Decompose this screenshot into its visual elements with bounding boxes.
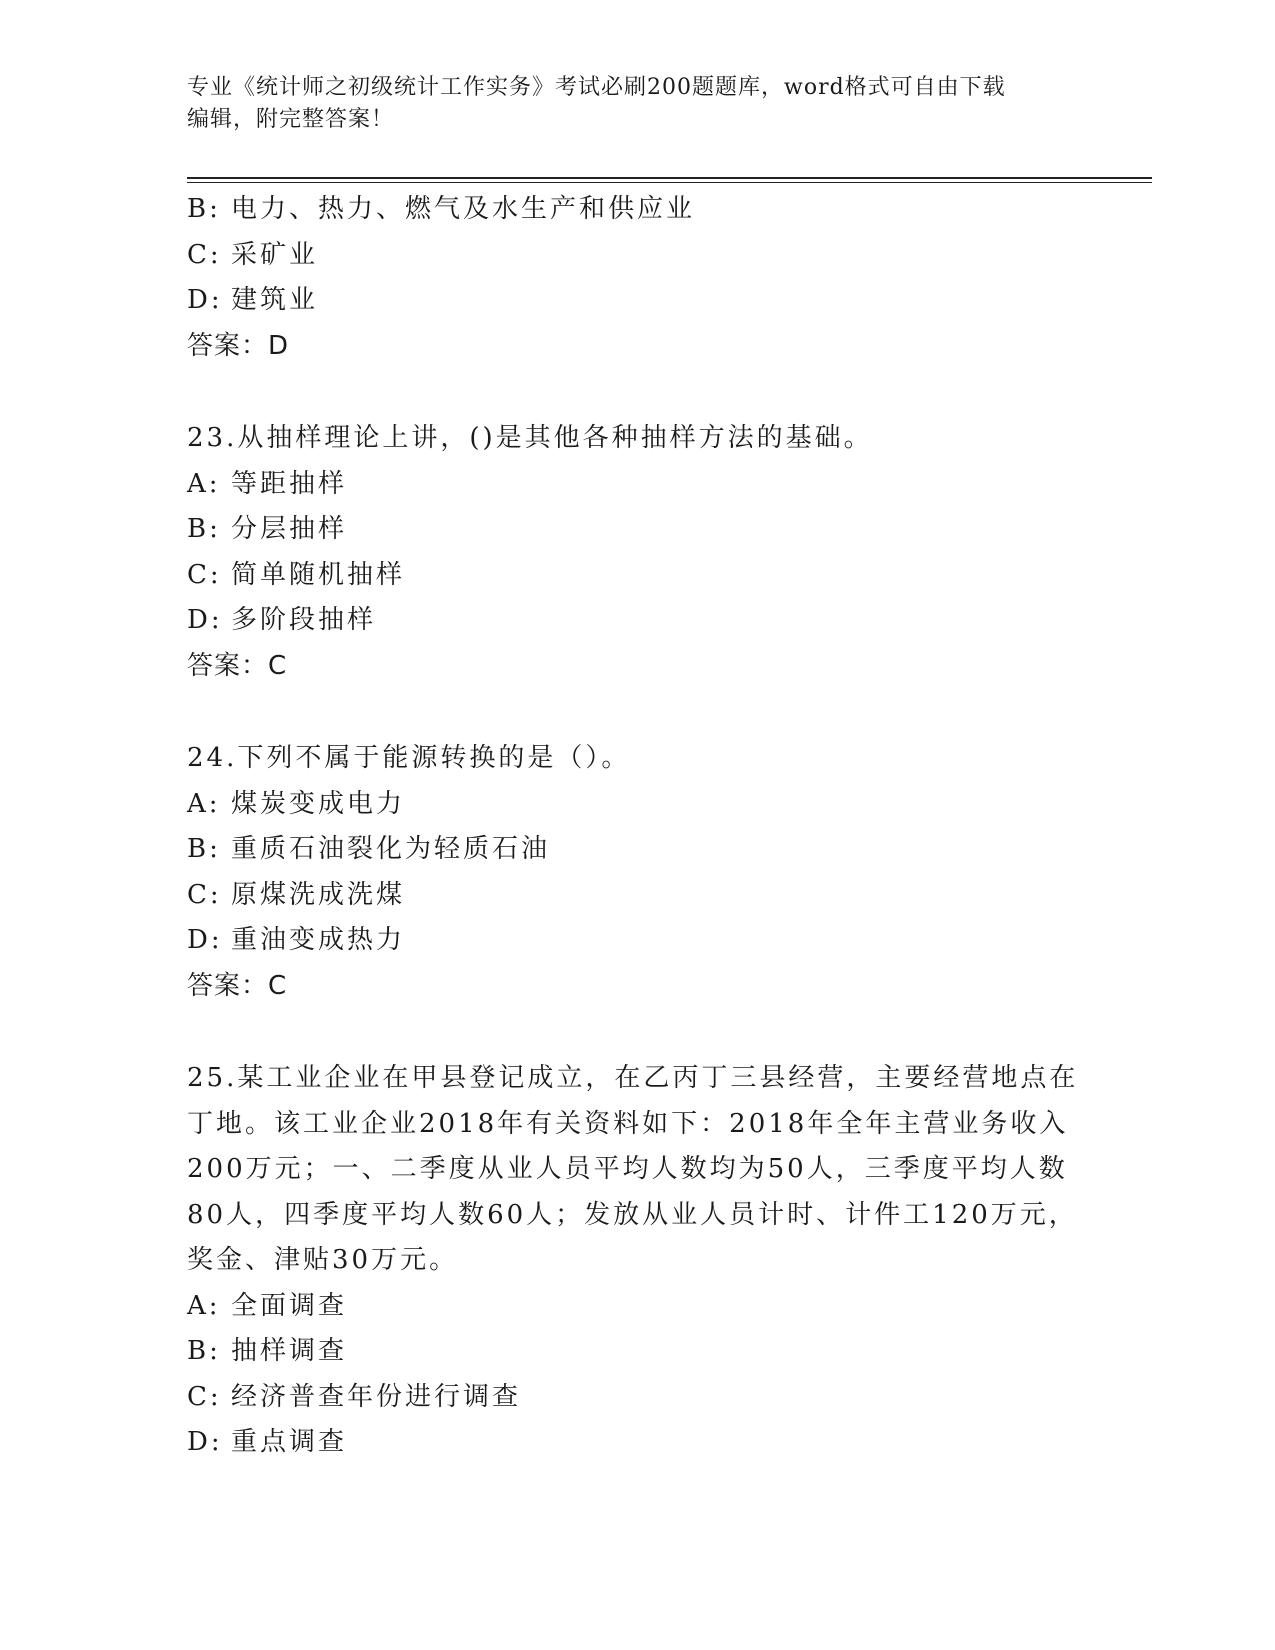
option-text: 重点调查	[231, 1427, 348, 1457]
question-stem-line: 200万元；一、二季度从业人员平均人数均为50人，三季度平均人数	[187, 1154, 1068, 1184]
question-stem-line: 丁地。该工业企业2018年有关资料如下：2018年全年主营业务收入	[187, 1108, 1069, 1139]
option-c	[187, 553, 1087, 599]
spacer	[187, 369, 1087, 416]
option-label: A:	[187, 468, 221, 499]
question-stem-line: 25.某工业企业在甲县登记成立，在乙丙丁三县经营，主要经营地点在	[187, 1063, 1079, 1093]
option-label: D:	[187, 605, 223, 635]
question-24	[187, 736, 1087, 1009]
answer: 答案：D	[187, 330, 290, 361]
spacer	[187, 1009, 1087, 1056]
option-label: C:	[187, 879, 222, 910]
option-c	[187, 873, 1087, 919]
option-text: 等距抽样	[231, 468, 348, 499]
option-label: B:	[187, 194, 221, 224]
answer: 答案：C	[187, 650, 288, 681]
option-text: 简单随机抽样	[231, 559, 406, 590]
question-25	[187, 1056, 1087, 1466]
question-stem-line: 80人，四季度平均人数60人；发放从业人员计时、计件工120万元，	[187, 1199, 1078, 1230]
option-text: 分层抽样	[231, 514, 348, 544]
option-label: C:	[187, 1381, 222, 1412]
option-label: D:	[187, 285, 223, 315]
spacer	[187, 689, 1087, 736]
option-b	[187, 1329, 1087, 1375]
option-text: 全面调查	[231, 1290, 348, 1321]
option-text: 重油变成热力	[231, 925, 406, 955]
question-22-tail	[187, 187, 1087, 369]
option-text: 建筑业	[231, 285, 319, 315]
option-label: A:	[187, 788, 221, 819]
option-b	[187, 187, 1087, 233]
option-text: 煤炭变成电力	[231, 788, 406, 819]
option-text: 采矿业	[231, 239, 319, 270]
option-text: 抽样调查	[231, 1336, 348, 1366]
option-d	[187, 1420, 1087, 1466]
option-a	[187, 782, 1087, 828]
option-a	[187, 462, 1087, 508]
question-content	[187, 187, 1087, 1466]
option-text: 电力、热力、燃气及水生产和供应业	[231, 194, 696, 224]
option-text: 重质石油裂化为轻质石油	[231, 834, 551, 864]
question-23	[187, 416, 1087, 689]
option-label: D:	[187, 1427, 223, 1457]
option-label: B:	[187, 834, 221, 864]
option-a	[187, 1284, 1087, 1330]
header-divider	[187, 177, 1152, 179]
question-stem-line: 奖金、津贴30万元。	[187, 1245, 459, 1275]
option-d	[187, 278, 1087, 324]
option-label: C:	[187, 239, 222, 270]
question-stem: 23.从抽样理论上讲，()是其他各种抽样方法的基础。	[187, 423, 873, 453]
option-label: A:	[187, 1290, 221, 1321]
option-text: 原煤洗成洗煤	[231, 879, 406, 910]
option-text: 多阶段抽样	[231, 605, 377, 635]
option-c	[187, 233, 1087, 279]
option-d	[187, 918, 1087, 964]
header-line-2: 编辑，附完整答案！	[187, 107, 395, 132]
answer: 答案：C	[187, 970, 288, 1001]
option-b	[187, 827, 1087, 873]
option-label: C:	[187, 559, 222, 590]
question-stem: 24.下列不属于能源转换的是（）。	[187, 743, 631, 773]
option-c	[187, 1375, 1087, 1421]
option-label: B:	[187, 514, 221, 544]
option-d	[187, 598, 1087, 644]
option-b	[187, 507, 1087, 553]
header-line-1: 专业《统计师之初级统计工作实务》考试必刷200题题库，word格式可自由下载	[187, 75, 1006, 100]
option-label: B:	[187, 1336, 221, 1366]
option-label: D:	[187, 925, 223, 955]
page-header	[187, 72, 1067, 136]
option-text: 经济普查年份进行调查	[231, 1381, 522, 1412]
